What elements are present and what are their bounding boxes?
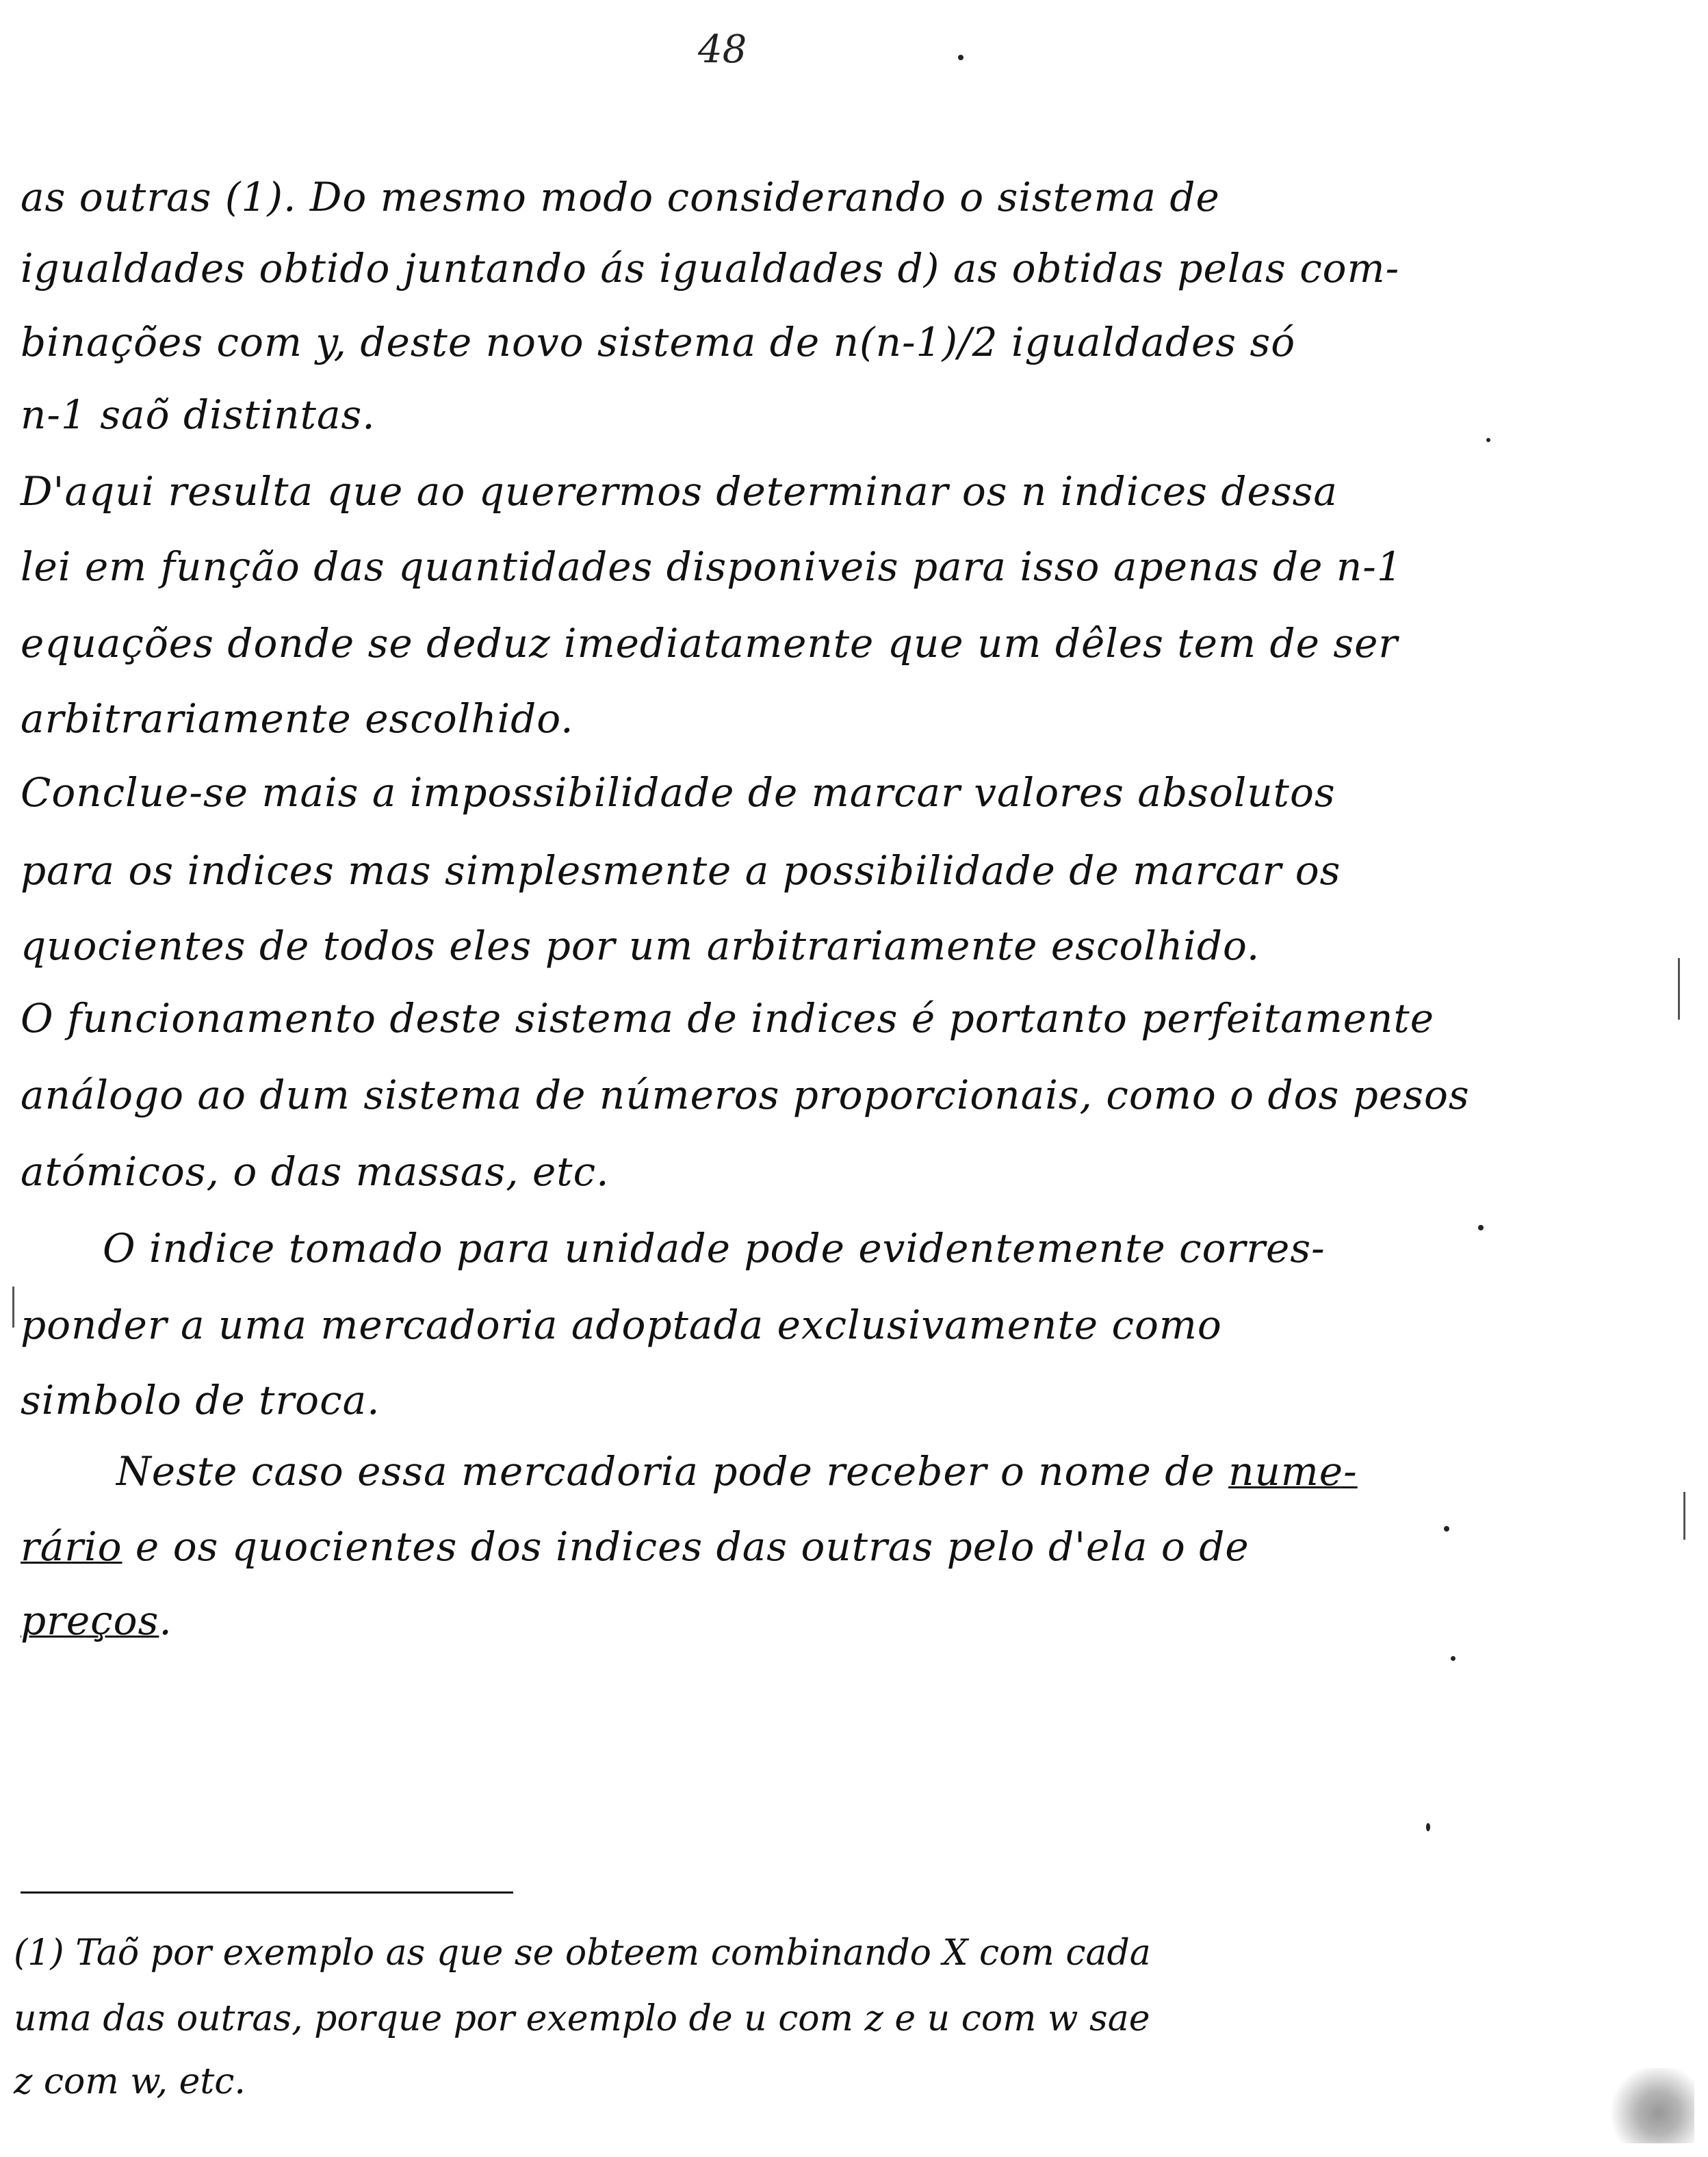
text-line: igualdades obtido juntando ás igualdades d) as obtidas pelas com- <box>21 245 1400 292</box>
text-fragment: e os quocientes dos indices das outras pelo d'ela o de <box>122 1523 1250 1570</box>
scan-speck <box>958 55 963 60</box>
text-line: ponder a uma mercadoria adoptada exclusivamente como <box>21 1302 1222 1348</box>
text-fragment: . <box>159 1597 172 1644</box>
text-line <box>21 1593 172 1648</box>
text-line: atómicos, o das massas, etc. <box>21 1148 610 1195</box>
scan-speck <box>1486 438 1490 442</box>
text-line: quocientes de todos eles por um arbitrariamente escolhido. <box>21 922 1260 969</box>
text-fragment: Neste caso essa mercadoria pode receber o nome de <box>116 1448 1229 1495</box>
text-line <box>21 1519 1250 1574</box>
scan-blot <box>1605 2068 1694 2143</box>
text-line: as outras (1). Do mesmo modo considerando o sistema de <box>21 174 1220 220</box>
text-line: arbitrariamente escolhido. <box>21 695 574 742</box>
scan-speck <box>1444 1526 1449 1532</box>
page-number: 48 <box>698 27 747 72</box>
underlined-term: nume- <box>1228 1448 1358 1495</box>
text-line: equações donde se deduz imediatamente que um dêles tem de ser <box>21 620 1399 667</box>
footnote-line: z com w, etc. <box>14 2061 246 2102</box>
footnote-line: (1) Taõ por exemplo as que se obteem combinando X com cada <box>14 1933 1151 1974</box>
text-line: para os indices mas simplesmente a possibilidade de marcar os <box>21 847 1341 894</box>
underlined-term: rário <box>21 1523 122 1570</box>
underlined-term: preços <box>21 1597 159 1644</box>
text-line: n-1 saõ distintas. <box>21 391 376 438</box>
text-line: binações com y, deste novo sistema de n(n-1)/2 igualdades só <box>21 319 1296 365</box>
scan-speck <box>1478 1225 1484 1230</box>
text-line <box>116 1444 1358 1499</box>
text-line: O indice tomado para unidade pode evidentemente corres- <box>103 1225 1325 1271</box>
footnote-divider <box>21 1891 513 1894</box>
text-line: D'aqui resulta que ao querermos determinar os n indices dessa <box>21 468 1338 515</box>
margin-mark <box>1678 958 1680 1020</box>
text-line: O funcionamento deste sistema de indices é portanto perfeitamente <box>21 995 1435 1042</box>
margin-mark <box>1683 1492 1685 1540</box>
text-line: lei em função das quantidades disponiveis para isso apenas de n-1 <box>21 543 1403 590</box>
scan-speck <box>1426 1823 1430 1831</box>
text-line: análogo ao dum sistema de números proporcionais, como o dos pesos <box>21 1072 1470 1118</box>
text-line: simbolo de troca. <box>21 1377 380 1423</box>
scan-speck <box>1451 1656 1455 1661</box>
margin-mark <box>12 1287 14 1328</box>
text-line: Conclue-se mais a impossibilidade de marcar valores absolutos <box>21 769 1336 816</box>
footnote-line: uma das outras, porque por exemplo de u com z e u com w sae <box>14 1998 1150 2039</box>
